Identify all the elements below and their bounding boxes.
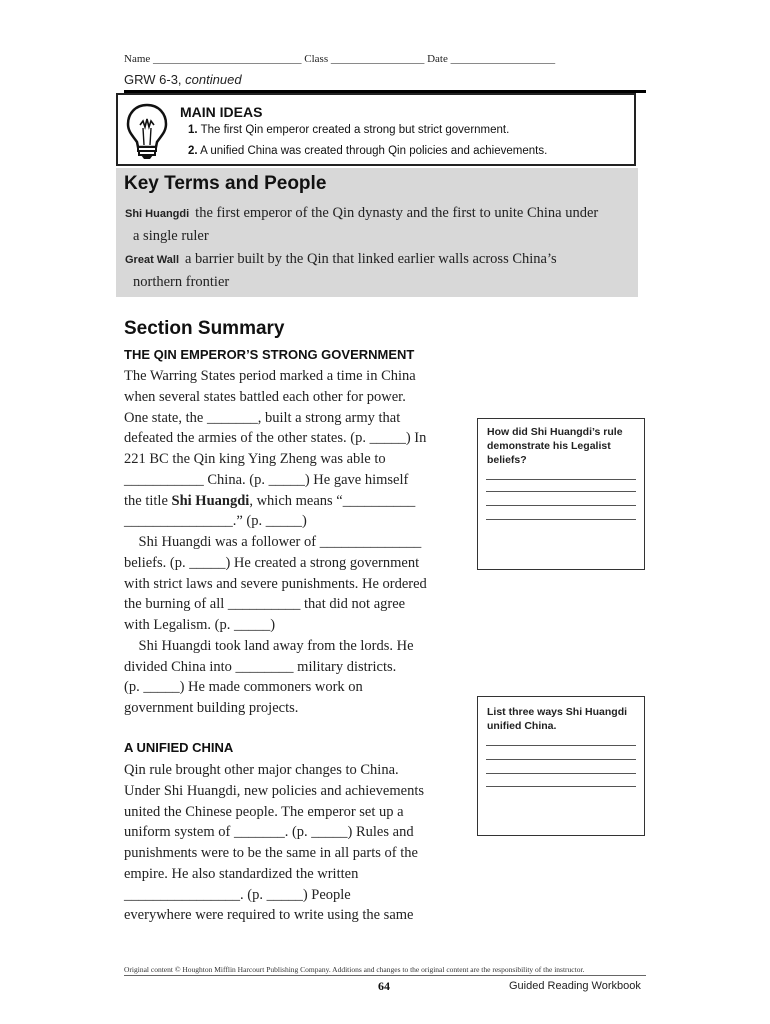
answer-line[interactable] — [486, 519, 636, 520]
summary-text-line: uniform system of _______. (p. _____) Rules and — [124, 824, 414, 841]
summary-text-line: united the Chinese people. The emperor set up a — [124, 803, 404, 820]
main-idea-text: A unified China was created through Qin policies and achievements. — [200, 145, 548, 157]
name-class-date-line: Name ___________________________ Class _________________ Date ___________________ — [124, 53, 556, 65]
side-question: How did Shi Huangdi’s rule demonstrate his Legalist beliefs? — [487, 426, 623, 466]
key-term-highlight: Shi Huangdi — [171, 492, 250, 509]
page-number: 64 — [378, 979, 390, 993]
answer-line[interactable] — [486, 759, 636, 760]
summary-text-line: Qin rule brought other major changes to China. — [124, 762, 399, 778]
summary-text-line: the title Shi Huangdi, which means “__________ — [124, 492, 416, 509]
key-term-definition-cont: northern frontier — [133, 274, 230, 290]
main-idea-number: 1. — [188, 124, 198, 136]
answer-line[interactable] — [486, 479, 636, 480]
main-idea-number: 2. — [188, 145, 198, 157]
key-term-entry — [125, 202, 630, 247]
answer-line[interactable] — [486, 786, 636, 787]
summary-text-line: defeated the armies of the other states. (p. _____) In — [124, 430, 427, 447]
answer-line[interactable] — [486, 491, 636, 492]
answer-line[interactable] — [486, 773, 636, 774]
summary-text-line: Shi Huangdi was a follower of ______________ — [124, 534, 422, 550]
answer-line[interactable] — [486, 505, 636, 506]
key-term-entry — [125, 248, 630, 293]
summary-text-line: the burning of all __________ that did not agree — [124, 596, 406, 613]
lightbulb-icon — [124, 101, 170, 161]
summary-text-line: divided China into ________ military districts. — [124, 658, 397, 675]
summary-text-line: with strict laws and severe punishments. He ordered — [124, 575, 427, 592]
key-term-definition: the first emperor of the Qin dynasty and the first to unite China under — [195, 205, 599, 221]
main-idea-item — [188, 124, 509, 136]
summary-text-line: empire. He also standardized the written — [124, 865, 359, 882]
main-idea-text: The first Qin emperor created a strong but strict government. — [200, 124, 510, 136]
summary-text-line: (p. _____) He made commoners work on — [124, 679, 363, 696]
summary-text-line: ___________ China. (p. _____) He gave himself — [124, 471, 409, 488]
worksheet-code: GRW 6-3, — [124, 72, 186, 87]
summary-text-line: The Warring States period marked a time in China — [124, 368, 416, 384]
summary-text-line: 221 BC the Qin king Ying Zheng was able to — [124, 451, 386, 467]
key-term-name: Shi Huangdi — [125, 208, 190, 220]
summary-text-line: _______________.” (p. _____) — [124, 513, 307, 530]
summary-text-line: One state, the _______, built a strong army that — [124, 409, 401, 426]
main-idea-item — [188, 145, 547, 157]
subsection-heading: A UNIFIED CHINA — [124, 740, 234, 755]
answer-line[interactable] — [486, 745, 636, 746]
summary-text-line: government building projects. — [124, 700, 299, 716]
key-term-name: Great Wall — [125, 254, 179, 266]
summary-text-line: punishments were to be the same in all parts of the — [124, 845, 418, 861]
footer-rule — [124, 975, 646, 976]
key-terms-box — [116, 168, 638, 297]
summary-text-line: with Legalism. (p. _____) — [124, 617, 276, 633]
main-ideas-title: MAIN IDEAS — [180, 104, 263, 120]
summary-text-line: Shi Huangdi took land away from the lords. He — [124, 637, 414, 654]
summary-text-line: beliefs. (p. _____) He created a strong government — [124, 554, 420, 571]
side-question-box — [477, 696, 645, 836]
subsection-heading: THE QIN EMPEROR’S STRONG GOVERNMENT — [124, 347, 415, 362]
main-ideas-box — [116, 93, 636, 166]
copyright-notice: Original content © Houghton Mifflin Harcourt Publishing Company. Additions and changes to the original content are the responsibility of the instructor. — [124, 965, 585, 974]
worksheet-label — [124, 72, 242, 87]
side-question-box — [477, 418, 645, 570]
key-term-definition: a barrier built by the Qin that linked earlier walls across China’s — [185, 251, 557, 267]
workbook-title: Guided Reading Workbook — [509, 980, 641, 992]
continued-label: continued — [185, 72, 242, 87]
summary-text-line: ________________. (p. _____) People — [124, 886, 351, 903]
key-term-definition-cont: a single ruler — [133, 228, 209, 244]
summary-text-line: Under Shi Huangdi, new policies and achievements — [124, 782, 424, 799]
side-question: List three ways Shi Huangdi unified China. — [487, 706, 628, 732]
key-terms-title: Key Terms and People — [124, 173, 327, 194]
summary-text-line: everywhere were required to write using the same — [124, 907, 414, 924]
summary-text-line: when several states battled each other for power. — [124, 388, 406, 405]
section-summary-title: Section Summary — [124, 318, 285, 339]
